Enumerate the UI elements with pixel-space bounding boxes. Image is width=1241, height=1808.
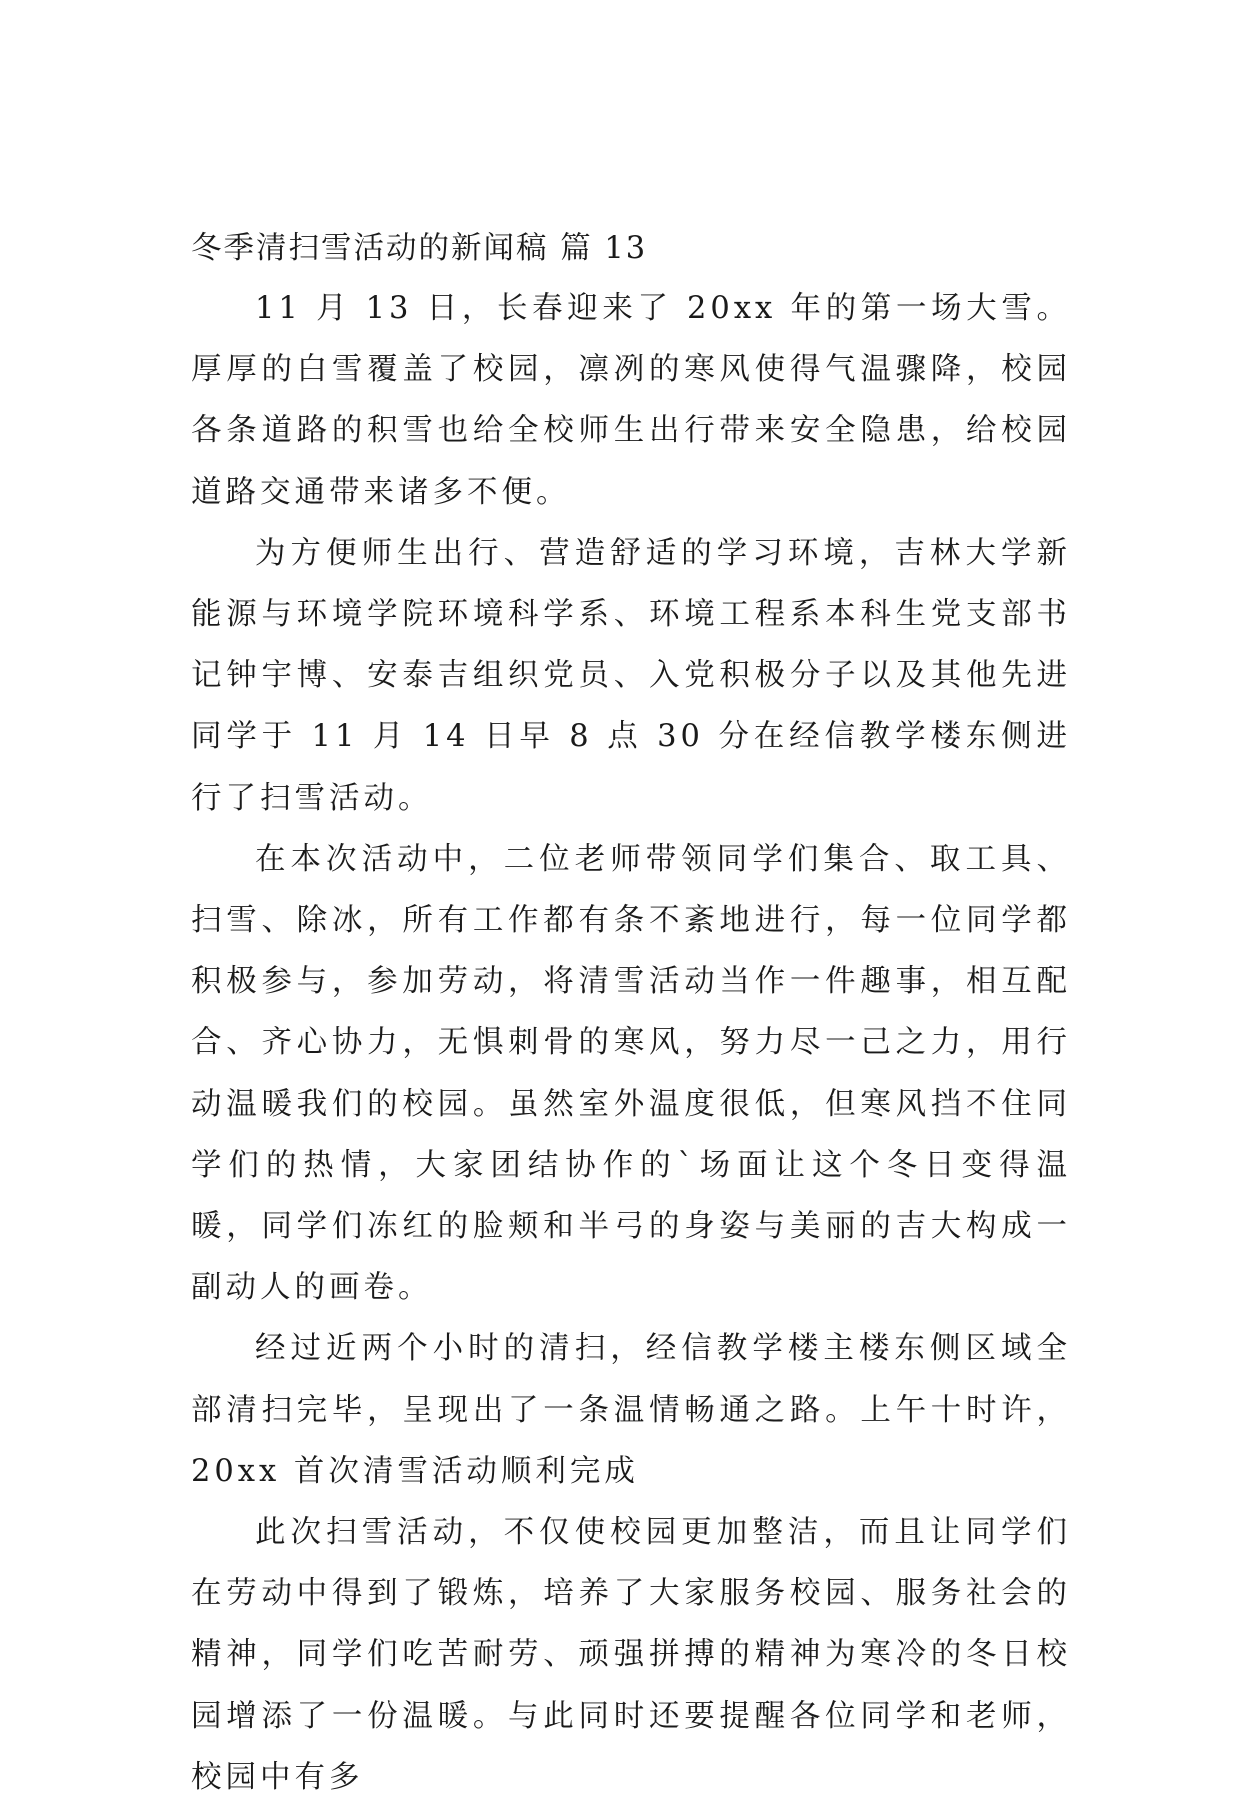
paragraph-4: 经过近两个小时的清扫，经信教学楼主楼东侧区域全部清扫完毕，呈现出了一条温情畅通之路。上午十时许，20xx 首次清雪活动顺利完成 [191,1331,1071,1489]
paragraph-5: 此次扫雪活动，不仅使校园更加整洁，而且让同学们在劳动中得到了锻炼，培养了大家服务校园、服务社会的精神，同学们吃苦耐劳、顽强拼搏的精神为寒冷的冬日校园增添了一份温暖。与此同时还要提醒各位同学和老师，校园中有多 [191,1515,1071,1795]
paragraph-2: 为方便师生出行、营造舒适的学习环境，吉林大学新能源与环境学院环境科学系、环境工程系本科生党支部书记钟宇博、安泰吉组织党员、入党积极分子以及其他先进同学于 11 月 14 日早 8 点 30 分在经信教学楼东侧进行了扫雪活动。 [191,535,1071,816]
document-title: 冬季清扫雪活动的新闻稿 篇 13 [191,231,648,266]
paragraph-1: 11 月 13 日，长春迎来了 20xx 年的第一场大雪。厚厚的白雪覆盖了校园，凛冽的寒风使得气温骤降，校园各条道路的积雪也给全校师生出行带来安全隐患，给校园道路交通带来诸多不便。 [191,291,1071,510]
document-body [191,220,1071,1808]
paragraph-3: 在本次活动中，二位老师带领同学们集合、取工具、扫雪、除冰，所有工作都有条不紊地进行，每一位同学都积极参与，参加劳动，将清雪活动当作一件趣事，相互配合、齐心协力，无惧刺骨的寒风，努力尽一己之力，用行动温暖我们的校园。虽然室外温度很低，但寒风挡不住同学们的热情，大家团结协作的`场面让这个冬日变得温暖，同学们冻红的脸颊和半弓的身姿与美丽的吉大构成一副动人的画卷。 [191,841,1071,1306]
